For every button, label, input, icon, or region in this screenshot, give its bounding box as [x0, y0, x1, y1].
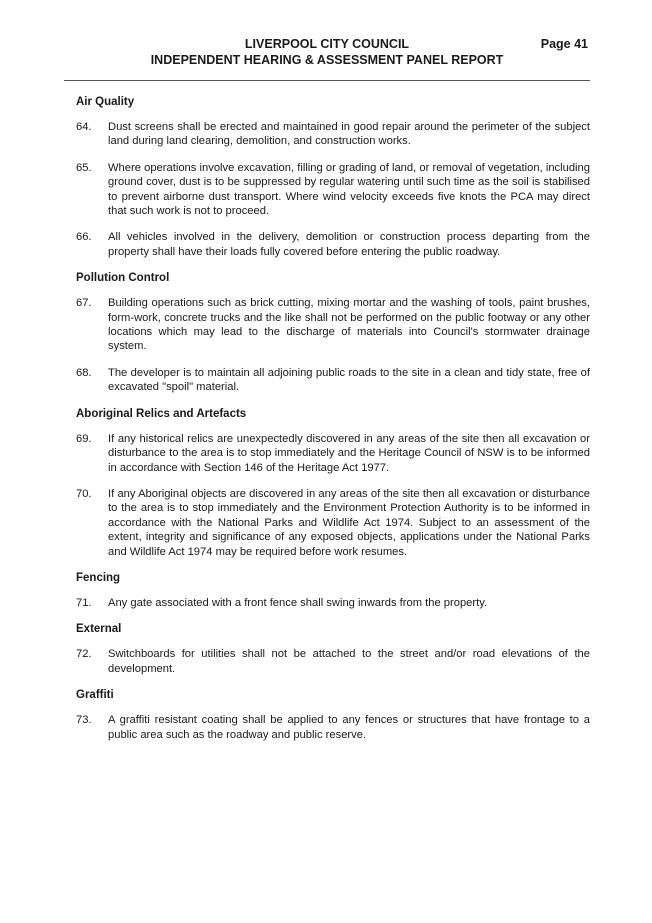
condition-text: Building operations such as brick cutting, mixing mortar and the washing of tools, paint brushes, form-work, concrete trucks and the like shall not be performed on the public footway or any other locations which may lead to the discharge of materials into Council's stormwater drainage system. — [108, 297, 590, 353]
condition-item — [76, 713, 590, 742]
section-graffiti — [76, 688, 590, 742]
condition-item — [76, 487, 590, 559]
condition-number: 69. — [76, 432, 92, 445]
condition-item — [76, 366, 590, 395]
section-heading: Fencing — [76, 571, 121, 584]
condition-text: Any gate associated with a front fence shall swing inwards from the property. — [108, 596, 488, 609]
condition-number: 70. — [76, 487, 92, 500]
section-aboriginal-relics — [76, 407, 590, 559]
condition-item — [76, 161, 590, 219]
condition-item — [76, 296, 590, 354]
condition-number: 64. — [76, 121, 92, 133]
condition-number: 66. — [76, 231, 92, 244]
report-name: INDEPENDENT HEARING & ASSESSMENT PANEL REPORT — [150, 53, 504, 67]
section-external — [76, 622, 590, 676]
section-air-quality — [76, 95, 590, 259]
condition-text: A graffiti resistant coating shall be applied to any fences or structures that have frontage to a public area such as the roadway and public reserve. — [108, 714, 590, 741]
section-heading: External — [76, 623, 122, 636]
condition-item — [76, 432, 590, 475]
condition-item — [76, 647, 590, 676]
section-heading: Air Quality — [76, 96, 135, 108]
condition-number: 71. — [76, 596, 92, 609]
condition-text: Dust screens shall be erected and maintained in good repair around the perimeter of the subject land during land clearing, demolition, and construction works. — [108, 121, 590, 148]
council-name: LIVERPOOL CITY COUNCIL — [244, 37, 410, 51]
condition-text: Switchboards for utilities shall not be attached to the street and/or road elevations of the development. — [108, 648, 590, 675]
condition-number: 67. — [76, 297, 92, 310]
condition-text: If any Aboriginal objects are discovered in any areas of the site then all excavation or disturbance to the area is to stop immediately and the Environment Protection Authority is to be informed in accordance with the National Parks and Wildlife Act 1974. Subject to an assessment of the extent, integrity and significance of any exposed objects, applications under the National Parks and Wildlife Act 1974 may be required before work resumes. — [108, 487, 590, 558]
page-number: Page 41 — [540, 37, 588, 51]
condition-number: 68. — [76, 366, 92, 379]
condition-item — [76, 120, 590, 149]
condition-number: 72. — [76, 648, 92, 661]
condition-text: The developer is to maintain all adjoining public roads to the site in a clean and tidy state, free of excavated "spoil" material. — [108, 366, 590, 394]
conditions-content — [76, 93, 590, 754]
report-title — [64, 36, 590, 68]
condition-text: All vehicles involved in the delivery, demolition or construction process departing from the property shall have their loads fully covered before entering the public roadway. — [108, 231, 590, 258]
page-header — [64, 36, 590, 76]
section-heading: Pollution Control — [76, 272, 170, 285]
section-pollution-control — [76, 271, 590, 394]
section-heading: Graffiti — [76, 689, 114, 702]
condition-text: If any historical relics are unexpectedly discovered in any areas of the site then all excavation or disturbance to the area is to stop immediately and the Heritage Council of NSW is to be informed in accordance with Section 146 of the Heritage Act 1977. — [108, 432, 590, 474]
section-fencing — [76, 571, 590, 610]
condition-number: 73. — [76, 714, 92, 727]
condition-item — [76, 230, 590, 259]
condition-item — [76, 596, 590, 610]
section-heading: Aboriginal Relics and Artefacts — [76, 407, 247, 420]
condition-number: 65. — [76, 161, 92, 174]
header-divider — [64, 80, 590, 81]
condition-text: Where operations involve excavation, filling or grading of land, or removal of vegetation, including ground cover, dust is to be suppressed by regular watering until such time as the soil is stabilised to prevent airborne dust transport. Where wind velocity exceeds five knots the PCA may direct that such work is not to proceed. — [108, 161, 590, 218]
